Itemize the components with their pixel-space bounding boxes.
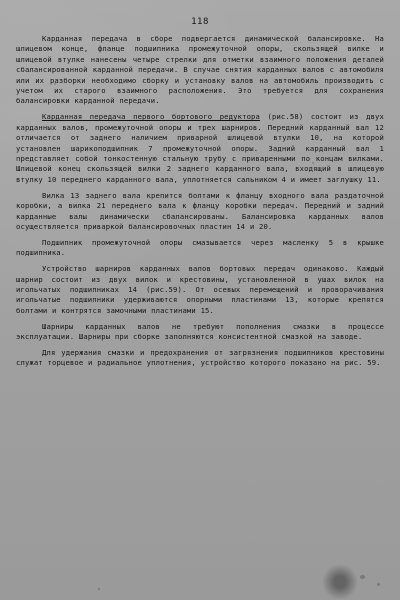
paper-speck <box>377 583 380 586</box>
paragraph-2-text: (рис.58) состоит из двух карданных валов, промежуточной опоры и трех шарниров. Передний карданный вал 12 отличается от заднего наличием приварной шлицевой втулки 10, на которой установлен шарикоподшипник 7 промежуточной опоры. Задний карданный вал 1 представляет собой тонкостенную стальную трубу с приваренными по концам вилками. Шлицевой конец скользящей вилки 2 заднего карданного вала, входящий в шлицевую втулку 10 переднего карданного вала, уплотняется сальником 4 и имеет заглушку 11. <box>16 112 384 184</box>
paragraph-3: Вилка 13 заднего вала крепится болтами к фланцу входного вала раздаточной коробки, а вилка 21 переднего вала к фланцу коробки передач. Передний и задний карданные валы динамически сбалансированы. Балансировка карданных валов осуществляется приваркой балансировочных пластин 14 и 20. <box>16 190 384 231</box>
paragraph-1: Карданная передача в сборе подвергается динамической балансировке. На шлицевом конце, фланце подшипника промежуточной опоры, скользящей вилке и шлицевой втулке нанесены четыре стрелки для отметки взаимного положения деталей сбалансированной карданной передачи. В случае снятия карданных валов с автомобиля или их разборки необходимо сборку и установку валов на автомобиль производить с учетом их старого взаимного расположения. Это требуется для сохранения балансировки карданной передачи. <box>16 34 384 106</box>
paragraph-4: Подшипник промежуточной опоры смазывается через масленку 5 в крышке подшипника. <box>16 237 384 258</box>
page-number: 118 <box>191 17 209 27</box>
paragraph-2-underlined-lead: Карданная передача первого бортового редуктора <box>42 112 261 122</box>
paragraph-5: Устройство шарниров карданных валов бортовых передач одинаково. Каждый шарнир состоит из двух вилок и крестовины, установленной в ушах вилок на игольчатых подшипниках 14 (рис.59). От осевых перемещений и проворачивания игольчатые подшипники удерживаются опорными пластинами 13, которые крепятся болтами и контрятся замочными пластинами 15. <box>16 264 384 315</box>
paper-speck <box>360 575 365 579</box>
paragraph-6: Шарниры карданных валов не требуют пополнения смазки в процессе эксплуатации. Шарниры при сборке заполняются консистентной смазкой на заводе. <box>16 321 384 342</box>
paper-speck <box>98 588 100 590</box>
paragraph-2 <box>16 112 384 185</box>
paragraph-7: Для удержания смазки и предохранения от загрязнения подшипников крестовины служат торцевое и радиальное уплотнения, устройство которого показано на рис. 59. <box>16 347 384 368</box>
